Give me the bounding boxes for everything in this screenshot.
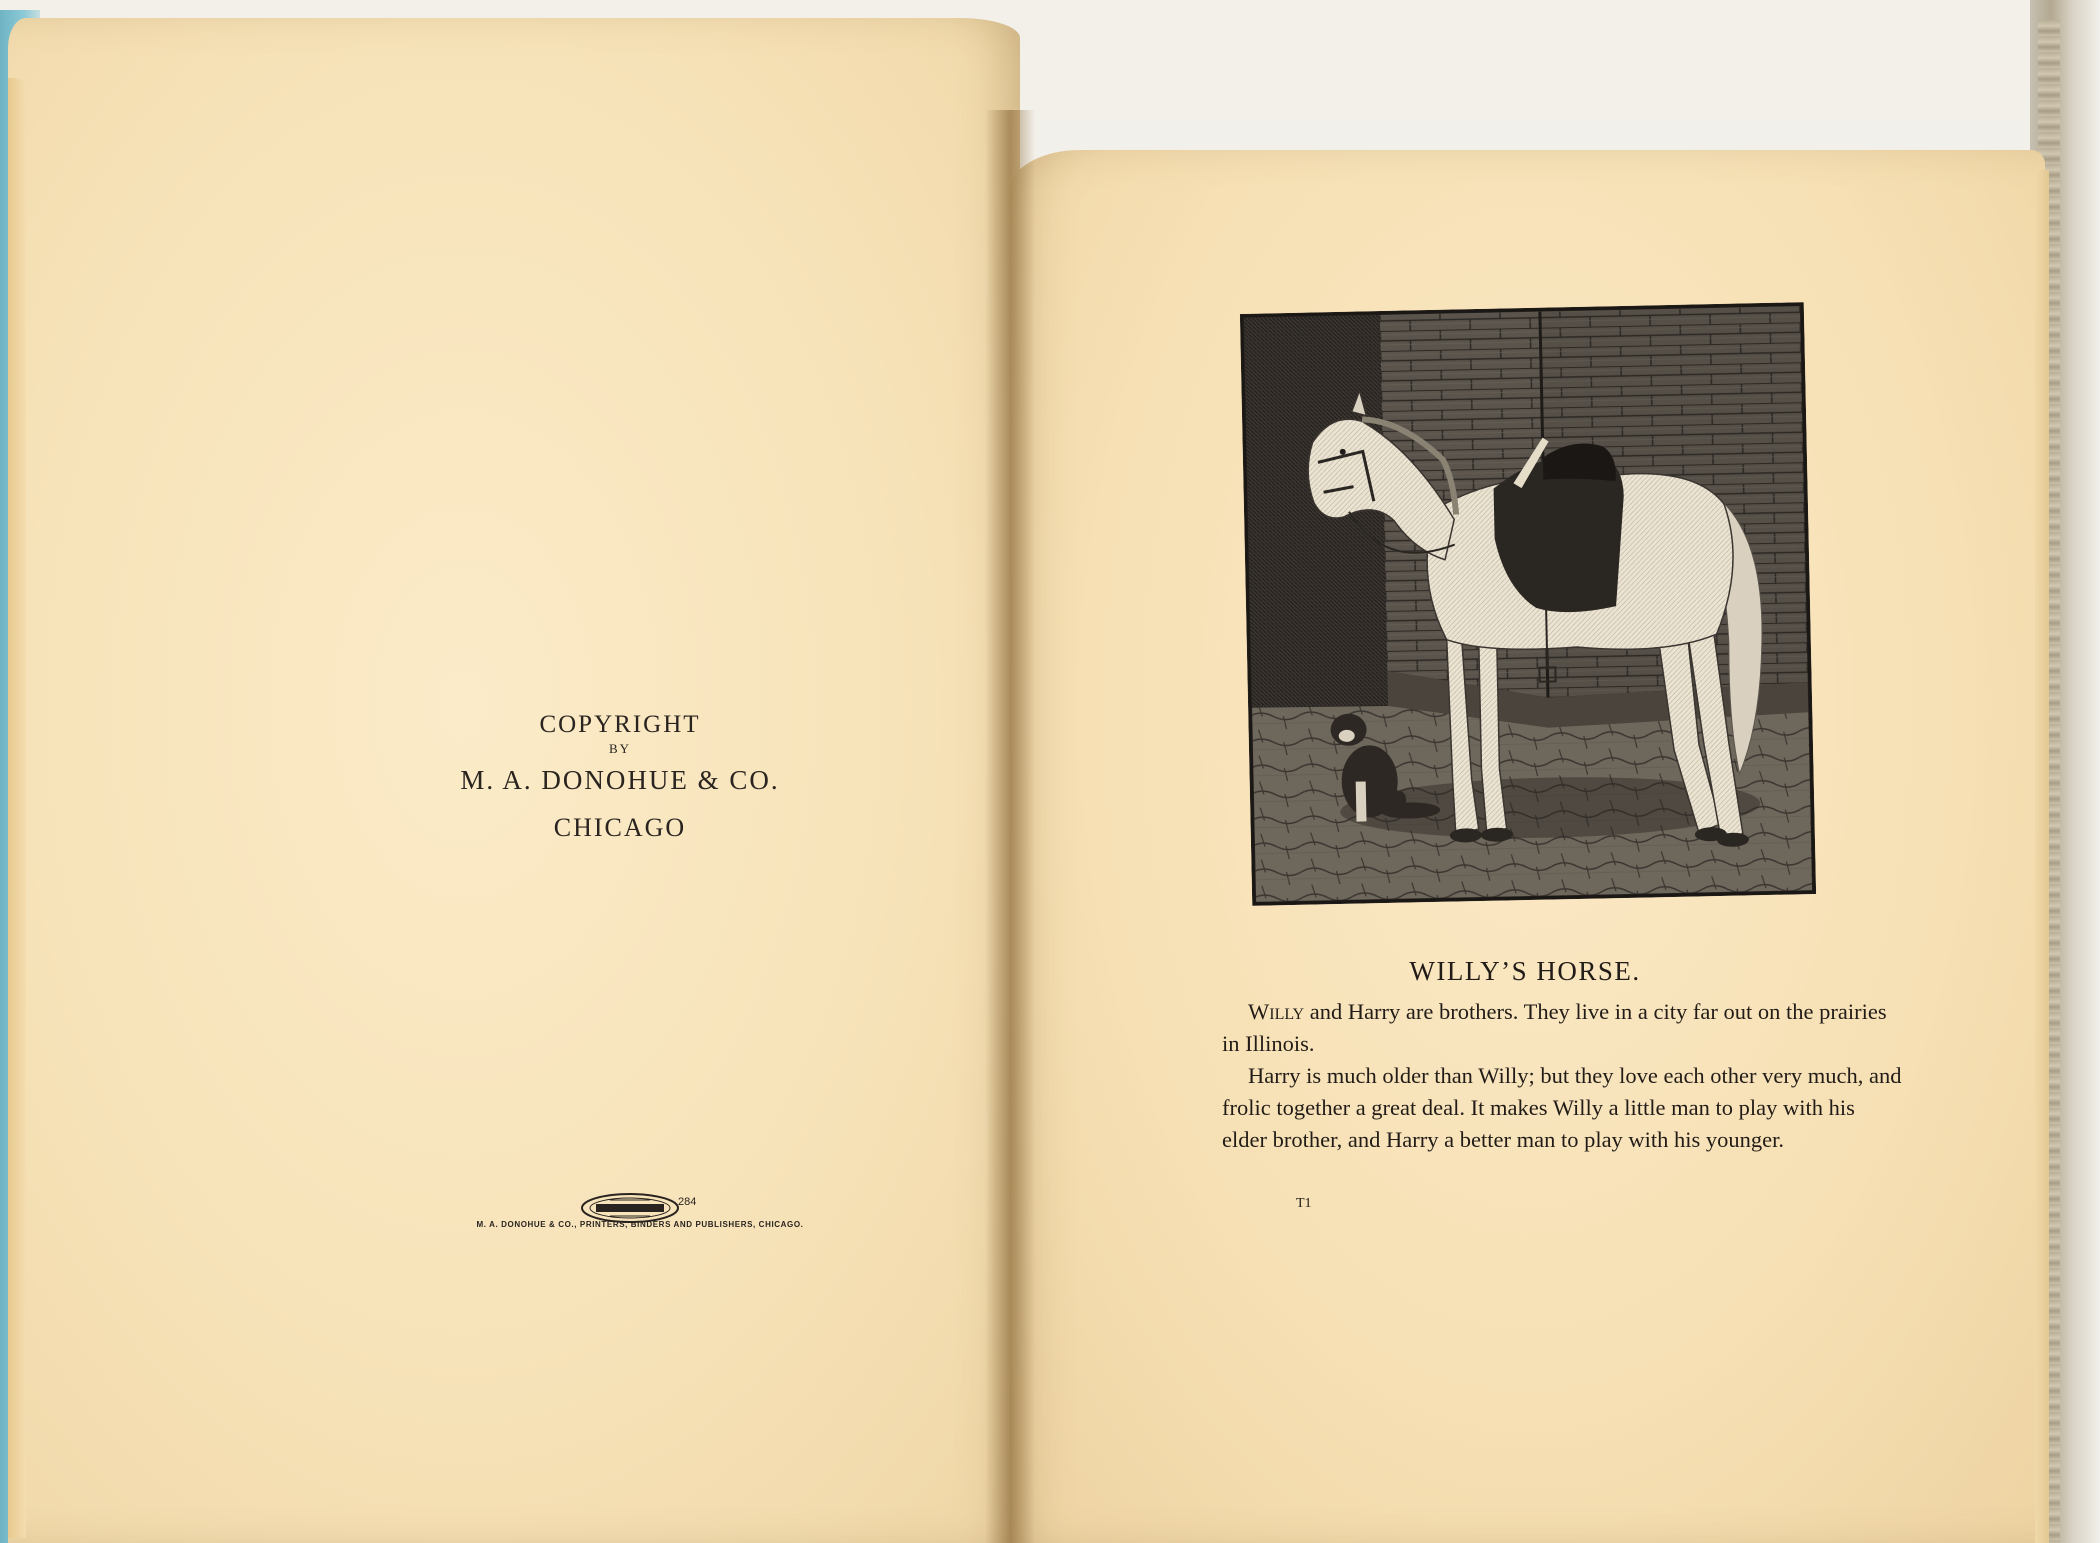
story-paragraph-1-text: and Harry are brothers. They live in a city far out on the prairies in Illinois. [1222, 999, 1887, 1056]
right-page-stack-edge [2035, 170, 2049, 1543]
publisher-city: CHICAGO [553, 813, 687, 842]
horse-engraving [1240, 302, 1816, 906]
copyright-heading: COPYRIGHT [539, 711, 701, 738]
union-label-number: 284 [678, 1196, 697, 1208]
story-paragraph-1 [1222, 996, 1902, 1060]
copyright-block [420, 710, 820, 848]
story-body [1222, 996, 1902, 1156]
book-gutter [985, 110, 1035, 1543]
story-title: WILLY’S HORSE. [1409, 956, 1641, 986]
copyright-by: BY [608, 741, 632, 756]
story-first-word: Willy [1248, 999, 1305, 1024]
left-page-stack-edge [8, 78, 26, 1538]
signature-mark: T1 [1296, 1196, 1312, 1211]
story-paragraph-2: Harry is much older than Willy; but they love each other very much, and frolic together a great deal. It makes Willy a little man to play with his elder brother, and Harry a better man to play with his younger. [1222, 1063, 1902, 1152]
printer-imprint: M. A. DONOHUE & CO., PRINTERS, BINDERS AND PUBLISHERS, CHICAGO. [476, 1220, 804, 1229]
publisher-name: M. A. DONOHUE & CO. [460, 765, 780, 795]
